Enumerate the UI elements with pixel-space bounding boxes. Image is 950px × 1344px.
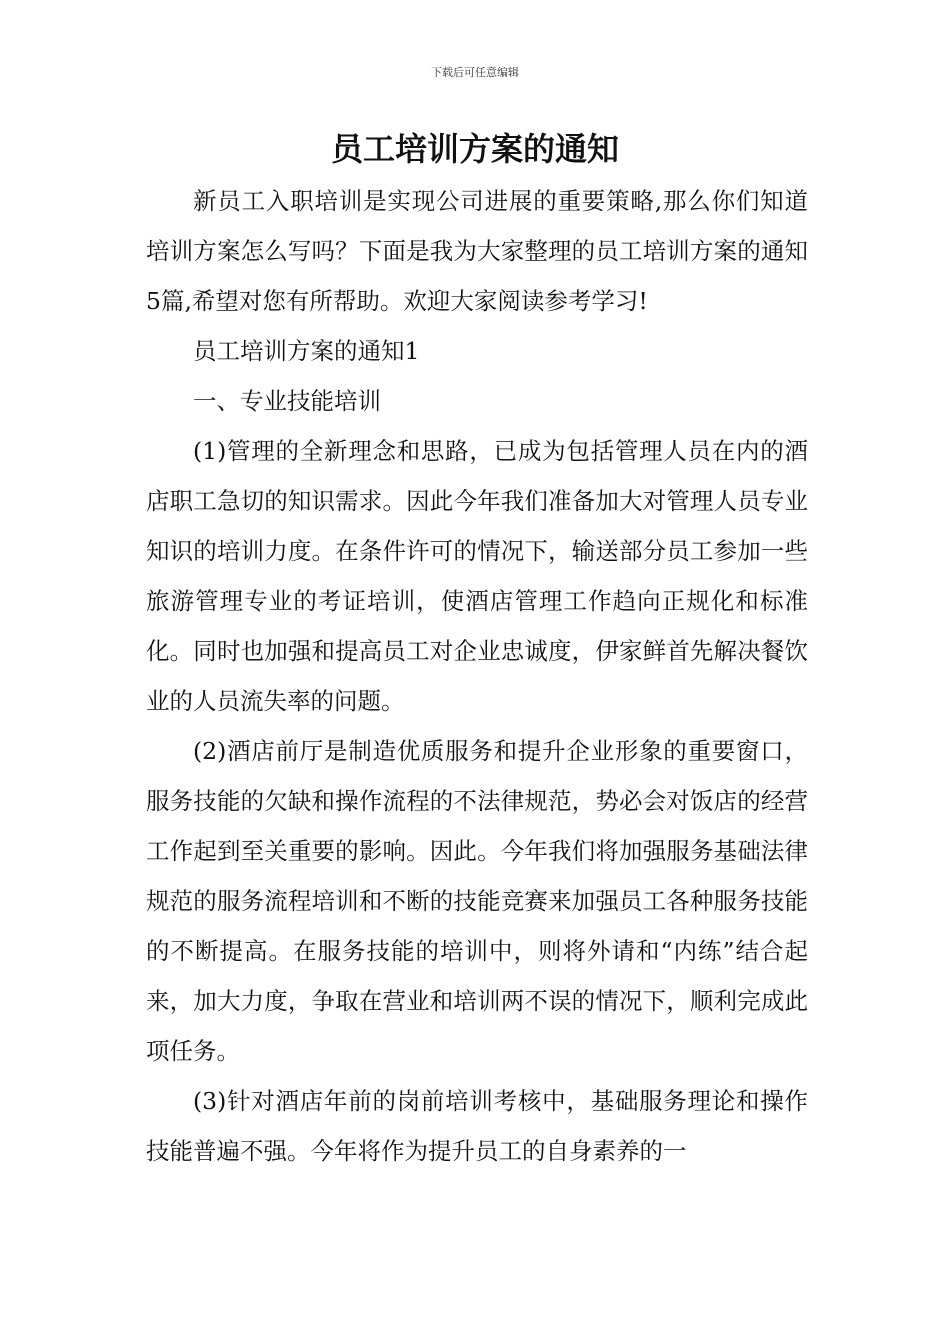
intro-paragraph: 新员工入职培训是实现公司进展的重要策略,那么你们知道培训方案怎么写吗？下面是我为大家整理的员工培训方案的通知5篇,希望对您有所帮助。欢迎大家阅读参考学习! <box>146 187 808 315</box>
body-paragraph-2: (2)酒店前厅是制造优质服务和提升企业形象的重要窗口，服务技能的欠缺和操作流程的不法律规范，势必会对饭店的经营工作起到至关重要的影响。因此。今年我们将加强服务基础法律规范的服务流程培训和不断的技能竞赛来加强员工各种服务技能的不断提高。在服务技能的培训中，则将外请和“内练”结合起来，加大力度，争取在营业和培训两不误的情况下，顺利完成此项任务。 <box>146 737 808 1065</box>
document-body <box>146 176 808 1176</box>
subsection-heading: 一、专业技能培训 <box>193 387 381 415</box>
section-heading: 员工培训方案的通知1 <box>193 337 420 365</box>
header-note: 下载后可任意编辑 <box>431 66 519 79</box>
body-paragraph-3: (3)针对酒店年前的岗前培训考核中，基础服务理论和操作技能普遍不强。今年将作为提升员工的自身素养的一 <box>146 1087 808 1165</box>
body-paragraph-1: (1)管理的全新理念和思路，已成为包括管理人员在内的酒店职工急切的知识需求。因此今年我们准备加大对管理人员专业知识的培训力度。在条件许可的情况下，输送部分员工参加一些旅游管理专业的考证培训，使酒店管理工作趋向正规化和标准化。同时也加强和提高员工对企业忠诚度，伊家鲜首先解决餐饮业的人员流失率的问题。 <box>146 437 808 715</box>
document-title: 员工培训方案的通知 <box>330 130 619 168</box>
